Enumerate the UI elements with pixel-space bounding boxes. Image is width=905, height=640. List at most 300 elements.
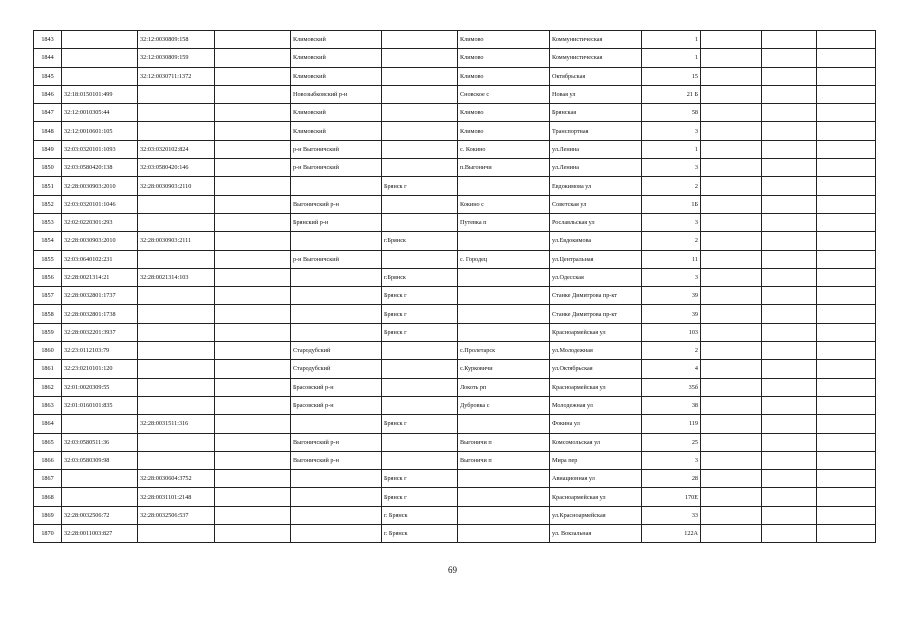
- cadastral-number-cell: 32:28:0030903:2010: [62, 232, 138, 250]
- settlement-cell: [458, 506, 550, 524]
- house-number-cell: 1: [642, 31, 701, 49]
- district-cell: Климовский: [291, 67, 382, 85]
- table-row: [34, 268, 876, 286]
- house-number-cell: 122А: [642, 525, 701, 543]
- cadastral-number-cell: 32:28:0032801:1738: [62, 305, 138, 323]
- extra-code-cell: [215, 342, 291, 360]
- city-cell: [382, 104, 458, 122]
- col-12-cell: [817, 159, 876, 177]
- settlement-cell: [458, 323, 550, 341]
- cadastral-number-2-cell: [138, 122, 215, 140]
- col-11-cell: [762, 177, 817, 195]
- table-row: [34, 415, 876, 433]
- house-number-cell: 25: [642, 433, 701, 451]
- col-11-cell: [762, 104, 817, 122]
- table-row: [34, 470, 876, 488]
- cadastral-number-2-cell: [138, 396, 215, 414]
- col-12-cell: [817, 287, 876, 305]
- extra-code-cell: [215, 67, 291, 85]
- district-cell: [291, 470, 382, 488]
- city-cell: [382, 49, 458, 67]
- house-number-cell: 39: [642, 305, 701, 323]
- row-index-cell: 1847: [34, 104, 62, 122]
- col-10-cell: [701, 268, 762, 286]
- col-11-cell: [762, 451, 817, 469]
- cadastral-number-2-cell: [138, 305, 215, 323]
- row-index-cell: 1855: [34, 250, 62, 268]
- table-row: [34, 250, 876, 268]
- city-cell: [382, 342, 458, 360]
- cadastral-number-cell: [62, 31, 138, 49]
- row-index-cell: 1860: [34, 342, 62, 360]
- col-11-cell: [762, 122, 817, 140]
- house-number-cell: 3: [642, 451, 701, 469]
- district-cell: Брянский р-н: [291, 213, 382, 231]
- city-cell: [382, 360, 458, 378]
- cadastral-number-cell: [62, 49, 138, 67]
- street-cell: Авиационная ул: [550, 470, 642, 488]
- col-10-cell: [701, 232, 762, 250]
- page-number: 69: [448, 565, 457, 575]
- col-11-cell: [762, 287, 817, 305]
- cadastral-number-cell: 32:28:0011003:827: [62, 525, 138, 543]
- col-11-cell: [762, 250, 817, 268]
- district-cell: [291, 287, 382, 305]
- cadastral-number-2-cell: [138, 342, 215, 360]
- col-12-cell: [817, 396, 876, 414]
- cadastral-number-2-cell: 32:28:0021314:103: [138, 268, 215, 286]
- cadastral-number-2-cell: [138, 85, 215, 103]
- house-number-cell: 119: [642, 415, 701, 433]
- table-row: [34, 287, 876, 305]
- cadastral-number-2-cell: [138, 195, 215, 213]
- extra-code-cell: [215, 49, 291, 67]
- col-11-cell: [762, 396, 817, 414]
- cadastral-number-cell: 32:28:0032201:3937: [62, 323, 138, 341]
- cadastral-number-cell: [62, 470, 138, 488]
- col-10-cell: [701, 506, 762, 524]
- street-cell: ул.Молодежная: [550, 342, 642, 360]
- extra-code-cell: [215, 177, 291, 195]
- extra-code-cell: [215, 287, 291, 305]
- col-11-cell: [762, 67, 817, 85]
- settlement-cell: Климово: [458, 104, 550, 122]
- table-row: [34, 104, 876, 122]
- col-12-cell: [817, 67, 876, 85]
- col-11-cell: [762, 268, 817, 286]
- cadastral-number-cell: 32:02:0220301:293: [62, 213, 138, 231]
- col-12-cell: [817, 49, 876, 67]
- row-index-cell: 1848: [34, 122, 62, 140]
- cadastral-number-2-cell: 32:28:0031511:316: [138, 415, 215, 433]
- house-number-cell: 11: [642, 250, 701, 268]
- street-cell: ул.Центральная: [550, 250, 642, 268]
- col-12-cell: [817, 268, 876, 286]
- col-12-cell: [817, 323, 876, 341]
- settlement-cell: [458, 268, 550, 286]
- table-row: [34, 213, 876, 231]
- col-10-cell: [701, 104, 762, 122]
- settlement-cell: с. Городец: [458, 250, 550, 268]
- cadastral-number-2-cell: [138, 250, 215, 268]
- city-cell: г. Брянск: [382, 525, 458, 543]
- settlement-cell: Дубровка с: [458, 396, 550, 414]
- district-cell: [291, 323, 382, 341]
- house-number-cell: 4: [642, 360, 701, 378]
- settlement-cell: Климово: [458, 122, 550, 140]
- city-cell: Брянск г: [382, 488, 458, 506]
- col-12-cell: [817, 31, 876, 49]
- street-cell: ул. Вокзальная: [550, 525, 642, 543]
- street-cell: Октябрьская: [550, 67, 642, 85]
- street-cell: ул.Красноармейская: [550, 506, 642, 524]
- cadastral-number-cell: 32:12:0010305:44: [62, 104, 138, 122]
- col-12-cell: [817, 104, 876, 122]
- row-index-cell: 1843: [34, 31, 62, 49]
- cadastral-number-cell: 32:12:0010601:105: [62, 122, 138, 140]
- district-cell: Брасовский р-н: [291, 396, 382, 414]
- district-cell: Стародубский: [291, 360, 382, 378]
- cadastral-number-2-cell: [138, 525, 215, 543]
- cadastral-number-2-cell: 32:28:0030903:2110: [138, 177, 215, 195]
- col-10-cell: [701, 67, 762, 85]
- col-11-cell: [762, 378, 817, 396]
- col-12-cell: [817, 85, 876, 103]
- col-10-cell: [701, 159, 762, 177]
- table-row: [34, 49, 876, 67]
- district-cell: [291, 305, 382, 323]
- col-12-cell: [817, 506, 876, 524]
- col-12-cell: [817, 415, 876, 433]
- col-10-cell: [701, 250, 762, 268]
- house-number-cell: 1: [642, 140, 701, 158]
- row-index-cell: 1854: [34, 232, 62, 250]
- street-cell: Новая ул: [550, 85, 642, 103]
- cadastral-number-cell: [62, 488, 138, 506]
- extra-code-cell: [215, 433, 291, 451]
- settlement-cell: [458, 305, 550, 323]
- district-cell: [291, 506, 382, 524]
- col-11-cell: [762, 525, 817, 543]
- cadastral-number-2-cell: 32:28:0030903:2111: [138, 232, 215, 250]
- table-row: [34, 525, 876, 543]
- col-12-cell: [817, 433, 876, 451]
- col-12-cell: [817, 250, 876, 268]
- col-10-cell: [701, 323, 762, 341]
- house-number-cell: 3: [642, 159, 701, 177]
- col-11-cell: [762, 305, 817, 323]
- settlement-cell: [458, 287, 550, 305]
- extra-code-cell: [215, 323, 291, 341]
- table-row: [34, 433, 876, 451]
- row-index-cell: 1845: [34, 67, 62, 85]
- col-10-cell: [701, 378, 762, 396]
- extra-code-cell: [215, 525, 291, 543]
- cadastral-number-cell: 32:01:0160101:835: [62, 396, 138, 414]
- row-index-cell: 1856: [34, 268, 62, 286]
- city-cell: [382, 122, 458, 140]
- district-cell: р-н Выгоничский: [291, 159, 382, 177]
- house-number-cell: 2: [642, 177, 701, 195]
- row-index-cell: 1857: [34, 287, 62, 305]
- extra-code-cell: [215, 31, 291, 49]
- cadastral-number-cell: 32:28:0032801:1737: [62, 287, 138, 305]
- city-cell: Брянск г: [382, 305, 458, 323]
- street-cell: Рославльская ул: [550, 213, 642, 231]
- row-index-cell: 1859: [34, 323, 62, 341]
- district-cell: [291, 232, 382, 250]
- col-10-cell: [701, 525, 762, 543]
- row-index-cell: 1858: [34, 305, 62, 323]
- district-cell: Выгоничский р-н: [291, 451, 382, 469]
- table-row: [34, 31, 876, 49]
- district-cell: р-н Выгоничский: [291, 250, 382, 268]
- city-cell: г. Брянск: [382, 506, 458, 524]
- street-cell: ул.Октябрьская: [550, 360, 642, 378]
- extra-code-cell: [215, 396, 291, 414]
- col-12-cell: [817, 488, 876, 506]
- table-row: [34, 360, 876, 378]
- cadastral-number-2-cell: [138, 378, 215, 396]
- col-11-cell: [762, 213, 817, 231]
- settlement-cell: Кокино с: [458, 195, 550, 213]
- col-12-cell: [817, 525, 876, 543]
- street-cell: Красноармейская ул: [550, 323, 642, 341]
- extra-code-cell: [215, 488, 291, 506]
- street-cell: Транспортная: [550, 122, 642, 140]
- col-10-cell: [701, 488, 762, 506]
- city-cell: [382, 140, 458, 158]
- table-row: [34, 342, 876, 360]
- row-index-cell: 1865: [34, 433, 62, 451]
- col-11-cell: [762, 415, 817, 433]
- col-11-cell: [762, 195, 817, 213]
- extra-code-cell: [215, 360, 291, 378]
- settlement-cell: с.Пролетарск: [458, 342, 550, 360]
- cadastral-number-cell: 32:03:0580420:138: [62, 159, 138, 177]
- district-cell: Климовский: [291, 104, 382, 122]
- col-12-cell: [817, 232, 876, 250]
- cadastral-number-cell: [62, 67, 138, 85]
- cadastral-number-cell: 32:03:0580511:36: [62, 433, 138, 451]
- city-cell: г.Брянск: [382, 268, 458, 286]
- table-row: [34, 506, 876, 524]
- extra-code-cell: [215, 415, 291, 433]
- street-cell: ул.Одесская: [550, 268, 642, 286]
- col-12-cell: [817, 122, 876, 140]
- cadastral-number-cell: 32:23:0210101:120: [62, 360, 138, 378]
- cadastral-number-2-cell: 32:28:0031101:2148: [138, 488, 215, 506]
- street-cell: Брянская: [550, 104, 642, 122]
- city-cell: [382, 250, 458, 268]
- table-row: [34, 140, 876, 158]
- table-body: [34, 31, 876, 543]
- row-index-cell: 1868: [34, 488, 62, 506]
- cadastral-number-2-cell: [138, 360, 215, 378]
- city-cell: [382, 433, 458, 451]
- table-row: [34, 122, 876, 140]
- city-cell: [382, 213, 458, 231]
- city-cell: Брянск г: [382, 415, 458, 433]
- district-cell: [291, 415, 382, 433]
- col-12-cell: [817, 360, 876, 378]
- extra-code-cell: [215, 213, 291, 231]
- settlement-cell: с. Кокино: [458, 140, 550, 158]
- extra-code-cell: [215, 250, 291, 268]
- street-cell: Евдокимова ул: [550, 177, 642, 195]
- extra-code-cell: [215, 268, 291, 286]
- district-cell: Выгоничский р-н: [291, 195, 382, 213]
- col-12-cell: [817, 470, 876, 488]
- col-11-cell: [762, 488, 817, 506]
- col-10-cell: [701, 396, 762, 414]
- col-12-cell: [817, 451, 876, 469]
- house-number-cell: 33: [642, 506, 701, 524]
- col-11-cell: [762, 232, 817, 250]
- district-cell: Стародубский: [291, 342, 382, 360]
- cadastral-number-2-cell: [138, 287, 215, 305]
- house-number-cell: 15: [642, 67, 701, 85]
- col-11-cell: [762, 470, 817, 488]
- table-row: [34, 67, 876, 85]
- house-number-cell: 35б: [642, 378, 701, 396]
- district-cell: Выгоничский р-н: [291, 433, 382, 451]
- district-cell: [291, 525, 382, 543]
- row-index-cell: 1862: [34, 378, 62, 396]
- row-index-cell: 1870: [34, 525, 62, 543]
- cadastral-number-2-cell: [138, 433, 215, 451]
- col-11-cell: [762, 31, 817, 49]
- district-cell: [291, 488, 382, 506]
- settlement-cell: [458, 470, 550, 488]
- table-row: [34, 396, 876, 414]
- settlement-cell: Выгоничи п: [458, 433, 550, 451]
- extra-code-cell: [215, 451, 291, 469]
- house-number-cell: 58: [642, 104, 701, 122]
- settlement-cell: [458, 177, 550, 195]
- house-number-cell: 103: [642, 323, 701, 341]
- col-10-cell: [701, 342, 762, 360]
- settlement-cell: Локоть рп: [458, 378, 550, 396]
- city-cell: [382, 378, 458, 396]
- row-index-cell: 1863: [34, 396, 62, 414]
- col-11-cell: [762, 49, 817, 67]
- col-11-cell: [762, 360, 817, 378]
- table-row: [34, 159, 876, 177]
- row-index-cell: 1853: [34, 213, 62, 231]
- row-index-cell: 1849: [34, 140, 62, 158]
- settlement-cell: Выгоничи п: [458, 451, 550, 469]
- col-11-cell: [762, 323, 817, 341]
- extra-code-cell: [215, 104, 291, 122]
- city-cell: [382, 159, 458, 177]
- cadastral-number-2-cell: [138, 104, 215, 122]
- col-11-cell: [762, 85, 817, 103]
- col-10-cell: [701, 305, 762, 323]
- cadastral-number-cell: [62, 415, 138, 433]
- city-cell: Брянск г: [382, 177, 458, 195]
- house-number-cell: 3: [642, 213, 701, 231]
- table-row: [34, 85, 876, 103]
- street-cell: Станке Димитрова пр-кт: [550, 305, 642, 323]
- city-cell: Брянск г: [382, 470, 458, 488]
- house-number-cell: 170Е: [642, 488, 701, 506]
- extra-code-cell: [215, 85, 291, 103]
- row-index-cell: 1861: [34, 360, 62, 378]
- city-cell: г.Брянск: [382, 232, 458, 250]
- street-cell: Красноармейская ул: [550, 378, 642, 396]
- settlement-cell: Сновское с: [458, 85, 550, 103]
- district-cell: [291, 268, 382, 286]
- cadastral-number-2-cell: 32:03:0320102:824: [138, 140, 215, 158]
- city-cell: [382, 451, 458, 469]
- cadastral-number-cell: 32:28:0021314:21: [62, 268, 138, 286]
- street-cell: ул.Ленина: [550, 140, 642, 158]
- street-cell: Фокина ул: [550, 415, 642, 433]
- row-index-cell: 1846: [34, 85, 62, 103]
- col-10-cell: [701, 85, 762, 103]
- cadastral-number-2-cell: 32:12:0030711:1372: [138, 67, 215, 85]
- col-12-cell: [817, 177, 876, 195]
- row-index-cell: 1867: [34, 470, 62, 488]
- col-11-cell: [762, 342, 817, 360]
- cadastral-number-2-cell: [138, 323, 215, 341]
- col-10-cell: [701, 177, 762, 195]
- col-10-cell: [701, 287, 762, 305]
- street-cell: Советская ул: [550, 195, 642, 213]
- cadastral-number-cell: 32:28:0032506:72: [62, 506, 138, 524]
- cadastral-number-cell: 32:01:0020309:55: [62, 378, 138, 396]
- cadastral-number-2-cell: 32:28:0030604:3752: [138, 470, 215, 488]
- settlement-cell: [458, 488, 550, 506]
- settlement-cell: [458, 232, 550, 250]
- cadastral-number-2-cell: [138, 451, 215, 469]
- cadastral-number-2-cell: [138, 213, 215, 231]
- col-10-cell: [701, 470, 762, 488]
- house-number-cell: 3: [642, 268, 701, 286]
- house-number-cell: 39: [642, 287, 701, 305]
- table-row: [34, 451, 876, 469]
- col-12-cell: [817, 140, 876, 158]
- extra-code-cell: [215, 159, 291, 177]
- street-cell: ул.Ленина: [550, 159, 642, 177]
- records-table: [33, 30, 876, 543]
- cadastral-number-cell: 32:03:0580309:98: [62, 451, 138, 469]
- col-11-cell: [762, 506, 817, 524]
- table-row: [34, 177, 876, 195]
- house-number-cell: 1Б: [642, 195, 701, 213]
- district-cell: р-н Выгоничский: [291, 140, 382, 158]
- street-cell: Мира пер: [550, 451, 642, 469]
- street-cell: ул.Евдокимова: [550, 232, 642, 250]
- table-row: [34, 305, 876, 323]
- settlement-cell: п.Выгоничи: [458, 159, 550, 177]
- col-11-cell: [762, 159, 817, 177]
- col-10-cell: [701, 415, 762, 433]
- col-10-cell: [701, 433, 762, 451]
- cadastral-number-cell: 32:03:0640102:231: [62, 250, 138, 268]
- col-10-cell: [701, 49, 762, 67]
- house-number-cell: 21 Б: [642, 85, 701, 103]
- city-cell: [382, 85, 458, 103]
- row-index-cell: 1851: [34, 177, 62, 195]
- cadastral-number-cell: 32:23:0112103:79: [62, 342, 138, 360]
- extra-code-cell: [215, 122, 291, 140]
- city-cell: [382, 396, 458, 414]
- row-index-cell: 1850: [34, 159, 62, 177]
- house-number-cell: 1: [642, 49, 701, 67]
- row-index-cell: 1866: [34, 451, 62, 469]
